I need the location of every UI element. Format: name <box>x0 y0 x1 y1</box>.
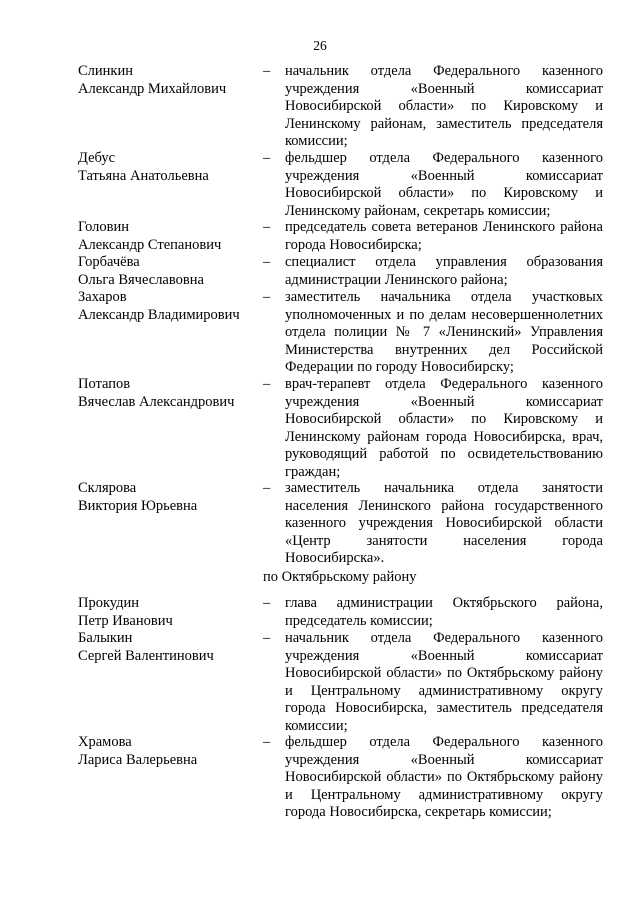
dash-separator: – <box>263 480 271 496</box>
dash-separator: – <box>263 630 271 646</box>
member-role: специалист отдела управления образования администрации Ленинского района; <box>285 254 603 288</box>
dash-separator: – <box>263 734 271 750</box>
member-given-name: Татьяна Анатольевна <box>78 167 209 184</box>
member-surname: Балыкин <box>78 630 133 646</box>
dash-separator: – <box>263 150 271 166</box>
dash-separator: – <box>263 254 271 270</box>
member-surname: Захаров <box>78 289 127 305</box>
member-surname: Склярова <box>78 480 137 496</box>
member-name <box>78 289 258 324</box>
member-role: председатель совета ветеранов Ленинского района города Новосибирска; <box>285 219 603 253</box>
member-surname: Храмова <box>78 734 132 750</box>
member-given-name: Виктория Юрьевна <box>78 497 198 514</box>
member-role: врач-терапевт отдела Федерального казенного учреждения «Военный комиссариат Новосибирской области» по Кировскому и Ленинскому районам города Новосибирска, врач, руководящий работой по освидетельствованию граждан; <box>285 376 603 480</box>
member-name <box>78 595 258 630</box>
member-given-name: Александр Степанович <box>78 236 222 253</box>
dash-separator: – <box>263 289 271 305</box>
member-surname: Горбачёва <box>78 254 140 270</box>
dash-separator: – <box>263 376 271 392</box>
member-role: фельдшер отдела Федерального казенного учреждения «Военный комиссариат Новосибирской области» по Кировскому и Ленинскому районам, секретарь комиссии; <box>285 150 603 219</box>
member-given-name: Петр Иванович <box>78 612 173 629</box>
member-surname: Слинкин <box>78 63 133 79</box>
member-given-name: Александр Владимирович <box>78 306 240 323</box>
member-role: начальник отдела Федерального казенного учреждения «Военный комиссариат Новосибирской области» по Кировскому и Ленинскому районам, заместитель председателя комиссии; <box>285 63 603 149</box>
member-surname: Потапов <box>78 376 131 392</box>
member-name <box>78 734 258 769</box>
member-given-name: Сергей Валентинович <box>78 647 214 664</box>
member-role: заместитель начальника отдела занятости населения Ленинского района государственного казенного учреждения Новосибирской области «Центр занятости населения города Новосибирска». <box>285 480 603 566</box>
member-surname: Дебус <box>78 150 116 166</box>
member-given-name: Александр Михайлович <box>78 80 227 97</box>
dash-separator: – <box>263 63 271 79</box>
member-role: начальник отдела Федерального казенного учреждения «Военный комиссариат Новосибирской области» по Октябрьскому району и Центральному административному округу города Новосибирска, заместитель председателя комиссии; <box>285 630 603 734</box>
member-name <box>78 63 258 98</box>
page-number: 26 <box>313 38 327 53</box>
member-name <box>78 376 258 411</box>
member-name <box>78 254 258 289</box>
member-role: глава администрации Октябрьского района, председатель комиссии; <box>285 595 603 629</box>
member-role: заместитель начальника отдела участковых уполномоченных и по делам несовершеннолетних отдела полиции № 7 «Ленинский» Управления Министерства внутренних дел Российской Федерации по городу Новосибирску; <box>285 289 603 375</box>
dash-separator: – <box>263 219 271 235</box>
member-name <box>78 219 258 254</box>
member-role: фельдшер отдела Федерального казенного учреждения «Военный комиссариат Новосибирской области» по Октябрьскому району и Центральному административному округу города Новосибирска, секретарь комиссии; <box>285 734 603 820</box>
member-surname: Головин <box>78 219 130 235</box>
member-given-name: Ольга Вячеславовна <box>78 271 204 288</box>
member-given-name: Вячеслав Александрович <box>78 393 235 410</box>
member-name <box>78 480 258 515</box>
member-surname: Прокудин <box>78 595 140 611</box>
section-heading: по Октябрьскому району <box>263 569 417 585</box>
member-name <box>78 630 258 665</box>
member-name <box>78 150 258 185</box>
dash-separator: – <box>263 595 271 611</box>
member-given-name: Лариса Валерьевна <box>78 751 198 768</box>
